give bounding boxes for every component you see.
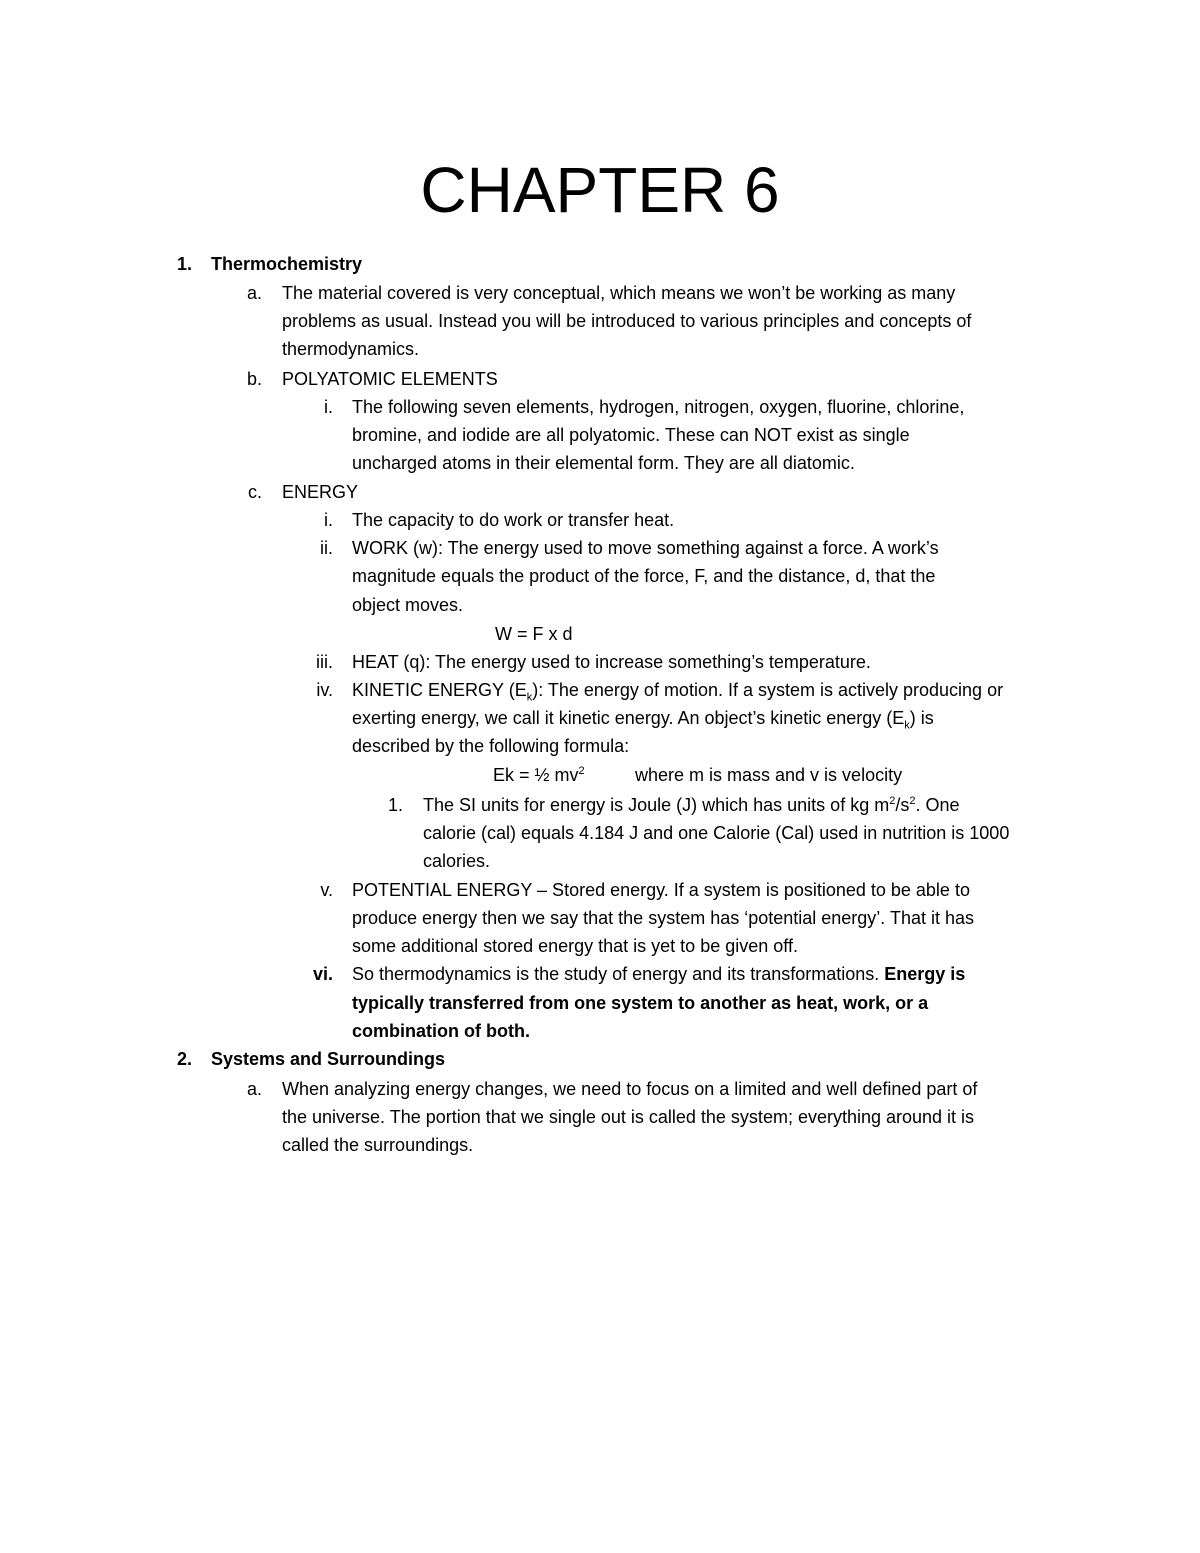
item-1c-v-line-3: some additional stored energy that is yet to be given off. [352,936,798,956]
item-2a-line-3: called the surroundings. [282,1135,474,1155]
item-1c-iv-line-1: KINETIC ENERGY $(E_k)$: The energy of motion. If a system is actively producing or [352,680,1004,704]
item-1c-ii-line-3: object moves. [352,595,464,615]
item-1c-iv-1-line-3: calories. [423,851,491,871]
item-1c-iv-1-line-2: calorie (cal) equals 4.184 J and one Calorie (Cal) used in nutrition is 1000 [423,823,1010,843]
item-2a-line-2: the universe. The portion that we single out is called the system; everything around it is [282,1107,975,1127]
item-1c-iv-line-3: described by the following formula: [352,736,630,756]
item-1c-vi-marker: vi. [312,964,333,984]
item-1b-i-line-1: The following seven elements, hydrogen, nitrogen, oxygen, fluorine, chlorine, [352,397,965,417]
item-1c-vi-line-3: combination of both. [352,1021,530,1041]
item-1c-ii-line-1: WORK (w): The energy used to move something against a force. A work’s [352,538,939,558]
item-1c-vi-line-1: So thermodynamics is the study of energy and its transformations. Energy is [352,964,966,984]
item-1c-iii-line-1: HEAT (q): The energy used to increase something’s temperature. [352,652,871,672]
item-1c-ii-marker: ii. [320,538,333,558]
item-1a-line-2: problems as usual. Instead you will be introduced to various principles and concepts of [282,311,972,331]
item-1c-label: ENERGY [282,482,359,502]
item-1c-iv-1-line-1: The SI units for energy is Joule (J) which has units of kg $m^2/s^2$. One [423,795,960,815]
item-1c-iv-line-2: exerting energy, we call it kinetic energy. An object’s kinetic energy $(E_k)$ is [352,708,934,732]
kinetic-energy-formula: Ek = ½ $mv^2$ [493,765,585,785]
item-1c-v-line-2: produce energy then we say that the system has ‘potential energy’. That it has [352,908,975,928]
item-1b-marker: b. [246,369,262,389]
item-1b-i-line-2: bromine, and iodide are all polyatomic. These can NOT exist as single [352,425,910,445]
item-1c-i-line-1: The capacity to do work or transfer heat. [352,510,675,530]
item-1a-marker: a. [246,283,262,303]
section-1-heading: Thermochemistry [211,254,363,274]
work-formula: W = F x d [495,624,573,644]
item-1c-v-marker: v. [320,880,333,900]
item-1c-v-line-1: POTENTIAL ENERGY – Stored energy. If a system is positioned to be able to [352,880,970,900]
section-1-marker: 1. [176,254,192,274]
item-1c-i-marker: i. [324,510,333,530]
item-1c-iv-1-marker: 1. [387,795,403,815]
item-1b-i-line-3: uncharged atoms in their elemental form. They are all diatomic. [352,453,855,473]
item-1a-line-3: thermodynamics. [282,339,420,359]
chapter-title: CHAPTER 6 [420,154,780,226]
item-1c-iii-marker: iii. [316,652,333,672]
item-1c-iv-marker: iv. [316,680,333,700]
item-1b-i-marker: i. [324,397,333,417]
item-2a-line-1: When analyzing energy changes, we need to focus on a limited and well defined part of [282,1079,978,1099]
item-1b-label: POLYATOMIC ELEMENTS [282,369,498,389]
item-1c-marker: c. [247,482,262,502]
kinetic-energy-formula-note: where m is mass and v is velocity [635,765,903,785]
item-1c-ii-line-2: magnitude equals the product of the force, F, and the distance, d, that the [352,566,936,586]
item-1a-line-1: The material covered is very conceptual, which means we won’t be working as many [282,283,956,303]
section-2-heading: Systems and Surroundings [211,1049,446,1069]
item-1c-vi-line-2: typically transferred from one system to another as heat, work, or a [352,993,929,1013]
item-2a-marker: a. [246,1079,262,1099]
section-2-marker: 2. [176,1049,192,1069]
